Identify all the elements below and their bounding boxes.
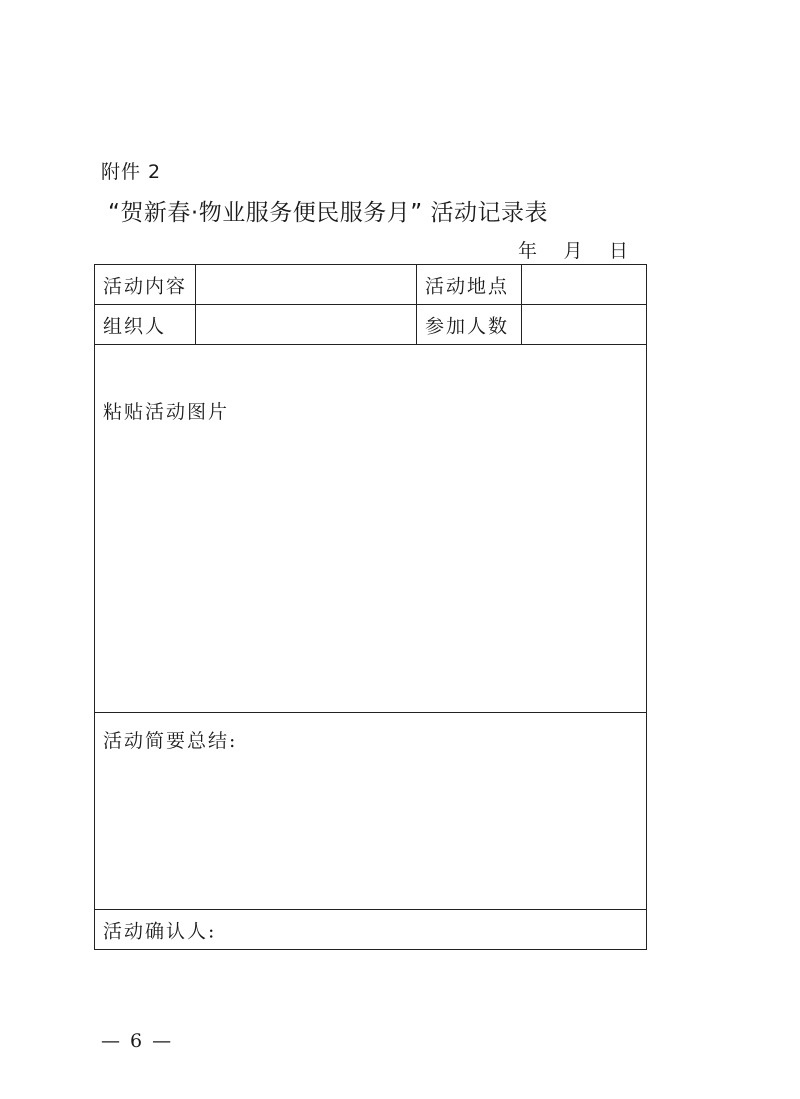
activity-location-field[interactable]: [522, 265, 646, 304]
summary-area[interactable]: [95, 713, 646, 910]
photo-label: 粘贴活动图片: [103, 401, 230, 423]
activity-content-label-cell: [95, 265, 196, 304]
form-row-organizer-participants: [95, 305, 646, 345]
organizer-label: 组织人: [103, 315, 167, 337]
participants-label: 参加人数: [425, 315, 510, 337]
activity-location-label-cell: [417, 265, 522, 304]
document-title: “贺新春·物业服务便民服务月” 活动记录表: [108, 200, 548, 226]
form-row-content-location: [95, 265, 646, 305]
date-year: 年: [518, 240, 538, 262]
organizer-label-cell: [95, 305, 196, 344]
activity-content-label: 活动内容: [103, 275, 188, 297]
date-month: 月: [563, 240, 583, 262]
photo-area[interactable]: [95, 345, 646, 713]
date-line: [518, 236, 628, 263]
activity-record-form: [94, 264, 647, 950]
confirm-label: 活动确认人:: [103, 920, 217, 942]
page-number: — 6 —: [101, 1030, 174, 1052]
date-day: 日: [608, 240, 628, 262]
participants-label-cell: [417, 305, 522, 344]
attachment-label: 附件 2: [101, 161, 162, 183]
organizer-field[interactable]: [196, 305, 417, 344]
confirm-row[interactable]: [95, 910, 646, 949]
activity-location-label: 活动地点: [425, 275, 510, 297]
activity-content-field[interactable]: [196, 265, 417, 304]
summary-label: 活动简要总结:: [103, 730, 238, 752]
participants-field[interactable]: [522, 305, 646, 344]
